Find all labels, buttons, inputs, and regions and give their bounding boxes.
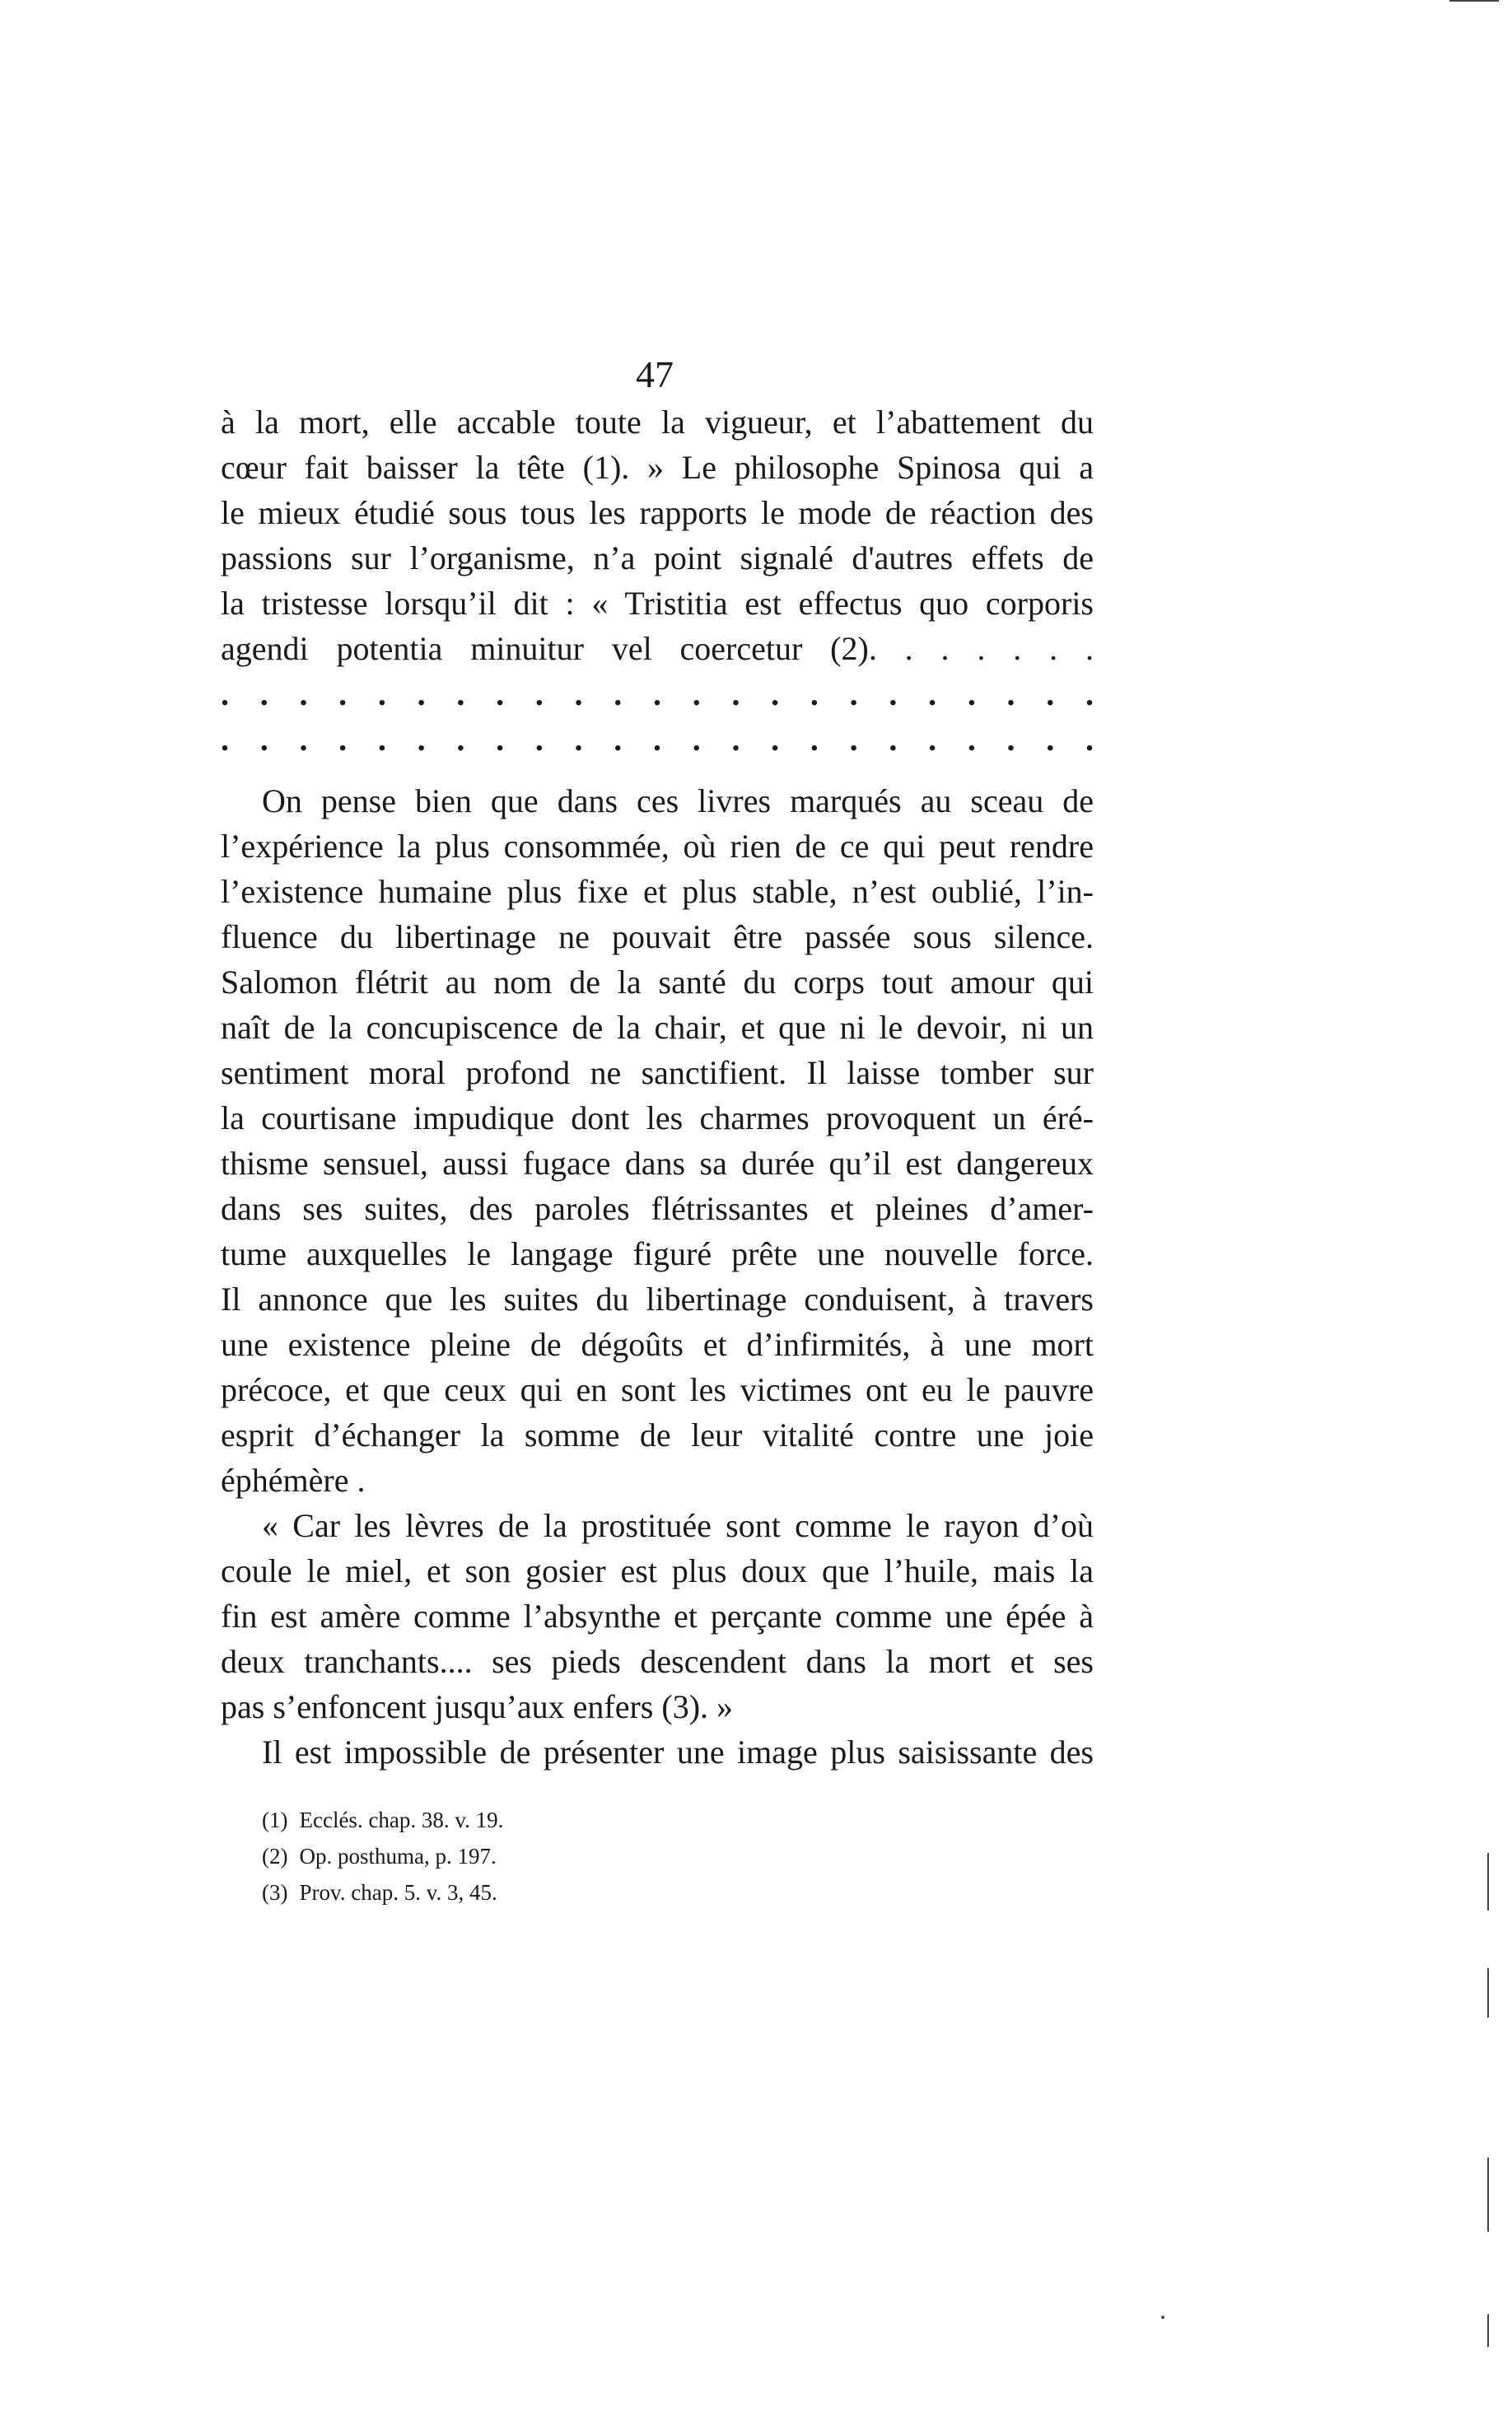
text-line: fluence du libertinage ne pouvait être passée sous silence. — [221, 918, 1094, 955]
footnote: (1) Ecclés. chap. 38. v. 19. — [262, 1808, 504, 1832]
footnote: (2) Op. posthuma, p. 197. — [262, 1844, 497, 1869]
body-text — [221, 399, 1094, 1775]
text-line: dans ses suites, des paroles flétrissantes et pleines d’amer- — [221, 1190, 1094, 1227]
text-line: thisme sensuel, aussi fugace dans sa durée qu’il est dangereux — [221, 1145, 1094, 1182]
text-line: la tristesse lorsqu’il dit : « Tristitia est effectus quo corporis — [221, 585, 1094, 622]
text-line: naît de la concupiscence de la chair, et que ni le devoir, ni un — [221, 1009, 1094, 1046]
scan-mark — [1449, 0, 1499, 2]
text-line: sentiment moral profond ne sanctifient. Il laisse tomber sur — [221, 1054, 1094, 1091]
text-line: coule le miel, et son gosier est plus doux que l’huile, mais la — [221, 1552, 1094, 1589]
text-line: fin est amère comme l’absynthe et perçante comme une épée à — [221, 1598, 1094, 1635]
ellipsis-line: . . . . . . . . . . . . . . . . . . . . . . . — [221, 721, 1094, 758]
text-line: à la mort, elle accable toute la vigueur, et l’abattement du — [221, 404, 1094, 441]
scan-mark — [1487, 1853, 1489, 1911]
text-line: une existence pleine de dégoûts et d’infirmités, à une mort — [221, 1326, 1094, 1363]
text-line: l’existence humaine plus fixe et plus stable, n’est oublié, l’in- — [221, 873, 1094, 910]
text-line: esprit d’échanger la somme de leur vitalité contre une joie — [221, 1416, 1094, 1453]
ellipsis-line: . . . . . . . . . . . . . . . . . . . . . . . — [221, 675, 1094, 712]
text-line: pas s’enfoncent jusqu’aux enfers (3). » — [221, 1688, 734, 1725]
page-number: 47 — [636, 353, 674, 395]
scan-mark — [1487, 2314, 1489, 2347]
text-line: éphémère . — [221, 1462, 366, 1499]
text-line: cœur fait baisser la tête (1). » Le philosophe Spinosa qui a — [221, 449, 1094, 486]
text-line: Il est impossible de présenter une image plus saisissante des — [262, 1733, 1094, 1771]
text-line: passions sur l’organisme, n’a point signalé d'autres effets de — [221, 539, 1094, 576]
text-line: l’expérience la plus consommée, où rien de ce qui peut rendre — [221, 828, 1094, 865]
text-line: tume auxquelles le langage figuré prête une nouvelle force. — [221, 1235, 1094, 1272]
scan-mark — [1161, 2316, 1164, 2319]
text-line: précoce, et que ceux qui en sont les victimes ont eu le pauvre — [221, 1371, 1094, 1408]
scan-mark — [1487, 1968, 1489, 2018]
text-line: Salomon flétrit au nom de la santé du corps tout amour qui — [221, 964, 1094, 1001]
footnotes — [262, 1802, 838, 1911]
scan-mark — [1487, 2158, 1489, 2232]
footnote: (3) Prov. chap. 5. v. 3, 45. — [262, 1880, 497, 1905]
text-line: On pense bien que dans ces livres marqués au sceau de — [262, 782, 1094, 819]
text-line: la courtisane impudique dont les charmes provoquent un éré- — [221, 1099, 1094, 1136]
text-line: Il annonce que les suites du libertinage conduisent, à travers — [221, 1281, 1094, 1318]
text-line: le mieux étudié sous tous les rapports le mode de réaction des — [221, 494, 1094, 531]
text-line: agendi potentia minuitur vel coercetur (2). . . . . . . — [221, 630, 1094, 667]
text-line: deux tranchants.... ses pieds descendent dans la mort et ses — [221, 1643, 1094, 1680]
text-line: « Car les lèvres de la prostituée sont comme le rayon d’où — [262, 1507, 1094, 1544]
